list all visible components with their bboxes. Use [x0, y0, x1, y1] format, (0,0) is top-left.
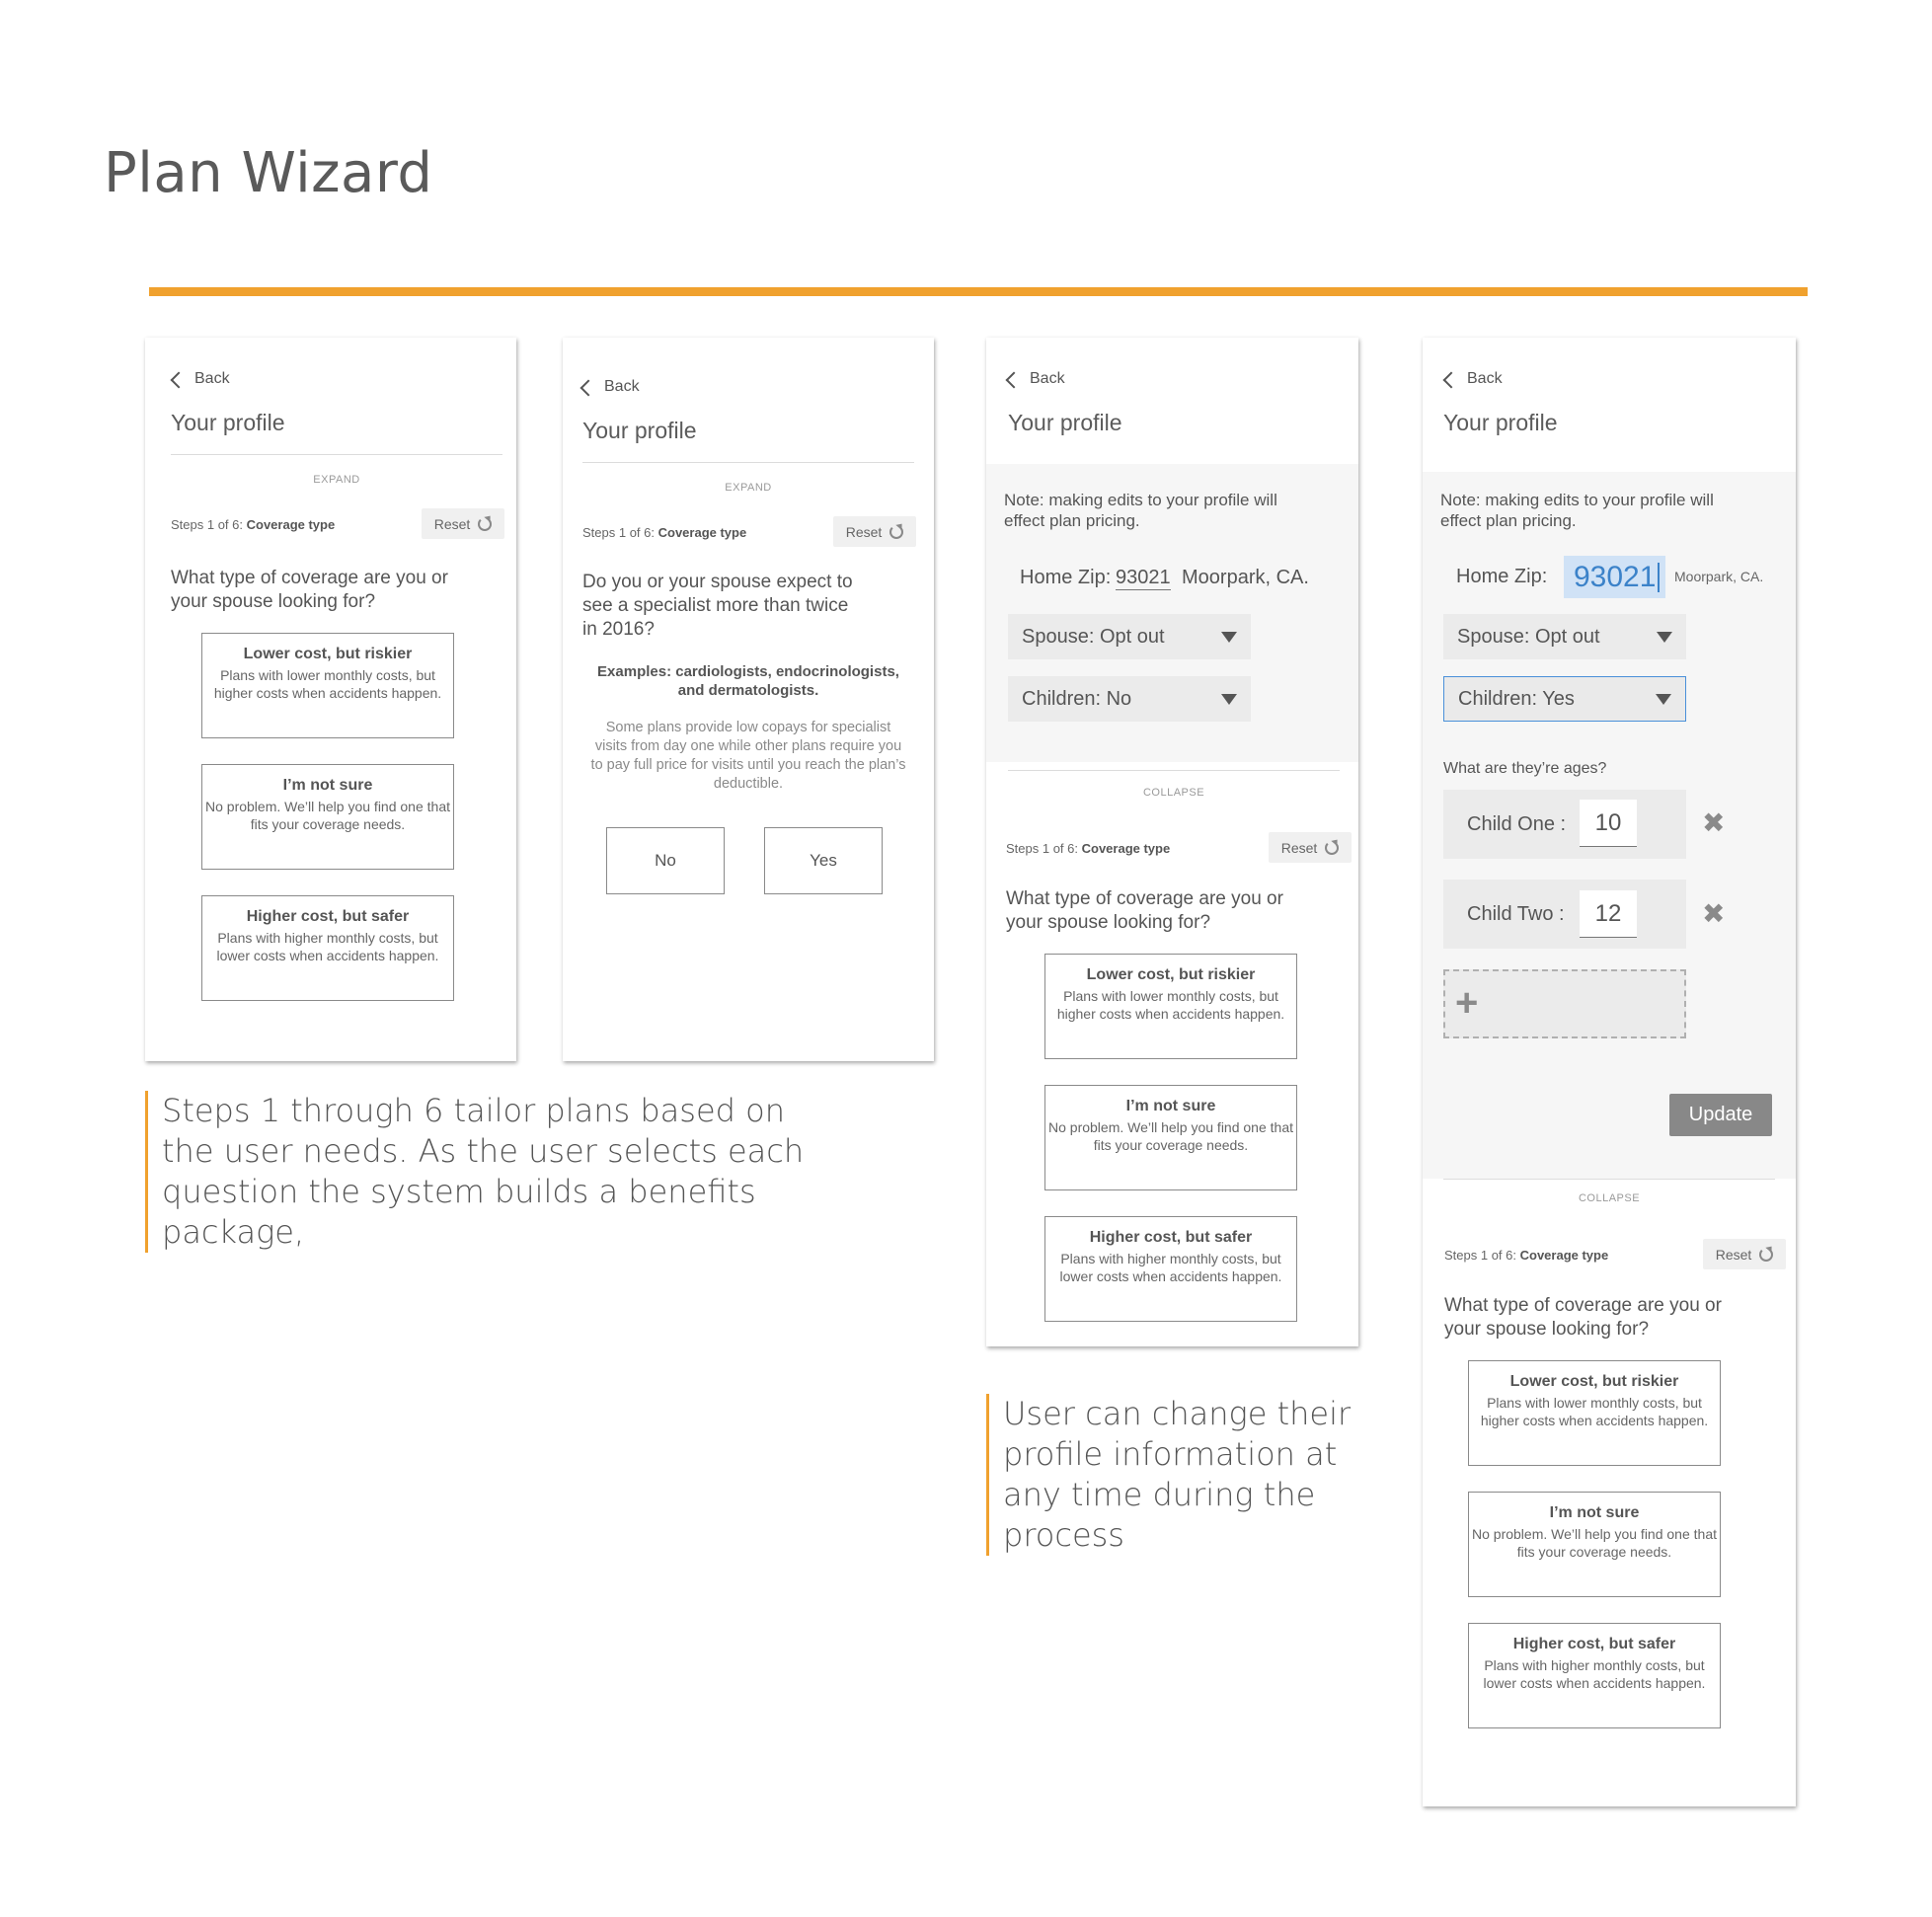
divider: [171, 454, 502, 455]
add-child-button[interactable]: [1443, 969, 1686, 1038]
home-zip-input[interactable]: 93021: [1116, 567, 1171, 588]
option-lower-cost[interactable]: Lower cost, but riskier Plans with lower monthly costs, but higher costs when accidents happen.: [201, 633, 454, 738]
expand-toggle[interactable]: EXPAND: [725, 482, 772, 494]
option-higher-cost[interactable]: Higher cost, but safer Plans with higher monthly costs, but lower costs when accidents happen.: [201, 895, 454, 1001]
option-not-sure[interactable]: I’m not sure No problem. We’ll help you find one that fits your coverage needs.: [1044, 1085, 1297, 1190]
children-select[interactable]: Children: No: [1008, 676, 1251, 722]
steps-caption: Steps 1 through 6 tailor plans based on the user needs. As the user selects each question the system builds a benefits package,: [145, 1091, 816, 1253]
profile-heading: Your profile: [171, 410, 285, 435]
home-zip-label: Home Zip:: [1456, 566, 1548, 587]
option-higher-cost[interactable]: Higher cost, but safer Plans with higher monthly costs, but lower costs when accidents happen.: [1044, 1216, 1297, 1322]
update-button[interactable]: Update: [1669, 1094, 1772, 1136]
back-label: Back: [1030, 370, 1065, 387]
triangle-down-icon: [1221, 632, 1237, 643]
option-higher-cost[interactable]: Higher cost, but safer Plans with higher monthly costs, but lower costs when accidents happen.: [1468, 1623, 1721, 1728]
step-indicator: Steps 1 of 6: Coverage type: [582, 525, 747, 540]
chevron-left-icon: [1006, 371, 1023, 388]
close-icon[interactable]: ✖: [1702, 807, 1726, 838]
reset-button[interactable]: Reset: [1269, 832, 1352, 863]
text-caret: [1658, 563, 1660, 592]
accent-divider: [149, 287, 1808, 296]
plus-icon: +: [1455, 981, 1479, 1025]
reset-button[interactable]: Reset: [422, 508, 504, 539]
spouse-select[interactable]: Spouse: Opt out: [1008, 614, 1251, 659]
option-not-sure[interactable]: I’m not sure No problem. We’ll help you find one that fits your coverage needs.: [201, 764, 454, 870]
page-title: Plan Wizard: [104, 141, 433, 205]
screen-profile-expanded: [986, 338, 1358, 1346]
chevron-left-icon: [580, 379, 597, 396]
step-indicator: Steps 1 of 6: Coverage type: [171, 517, 336, 532]
refresh-icon: [1325, 841, 1339, 855]
close-icon[interactable]: ✖: [1702, 898, 1726, 929]
screen-profile-children: [1423, 338, 1796, 1806]
option-lower-cost[interactable]: Lower cost, but riskier Plans with lower monthly costs, but higher costs when accidents happen.: [1468, 1360, 1721, 1466]
chevron-left-icon: [1443, 371, 1460, 388]
expand-toggle[interactable]: EXPAND: [313, 474, 360, 486]
ages-question: What are they’re ages?: [1443, 760, 1607, 777]
specialist-question: Do you or your spouse expect to see a specialist more than twice in 2016?: [582, 572, 853, 640]
back-label: Back: [1467, 370, 1503, 387]
back-label: Back: [604, 378, 640, 395]
collapse-toggle[interactable]: COLLAPSE: [1142, 787, 1205, 799]
child-two-age-input[interactable]: 12: [1580, 890, 1637, 938]
screen-coverage-type: [145, 338, 516, 1061]
screen-specialist-question: [563, 338, 934, 1061]
child-one-age-input[interactable]: 10: [1580, 800, 1637, 847]
no-button[interactable]: No: [606, 827, 725, 894]
profile-caption: User can change their profile information at any time during the process: [986, 1394, 1401, 1556]
city-label: Moorpark, CA.: [1674, 569, 1764, 584]
back-button[interactable]: [1008, 370, 1065, 388]
specialist-examples: Examples: cardiologists, endocrinologists, and dermatologists.: [597, 663, 899, 699]
step-indicator: Steps 1 of 6: Coverage type: [1006, 841, 1171, 856]
refresh-icon: [889, 525, 903, 539]
refresh-icon: [478, 517, 492, 531]
child-two-row: Child Two :: [1443, 880, 1686, 949]
coverage-question: What type of coverage are you or your spouse looking for?: [1006, 888, 1283, 933]
triangle-down-icon: [1656, 694, 1671, 705]
pricing-note: Note: making edits to your profile will effect plan pricing.: [1440, 491, 1714, 530]
coverage-question: What type of coverage are you or your spouse looking for?: [1444, 1295, 1722, 1340]
reset-button[interactable]: Reset: [833, 516, 916, 547]
back-button[interactable]: [582, 378, 640, 396]
coverage-question: What type of coverage are you or your spouse looking for?: [171, 568, 448, 612]
profile-heading: Your profile: [582, 418, 697, 443]
refresh-icon: [1759, 1248, 1773, 1262]
city-label: Moorpark, CA.: [1182, 567, 1309, 588]
option-not-sure[interactable]: I’m not sure No problem. We’ll help you find one that fits your coverage needs.: [1468, 1492, 1721, 1597]
chevron-left-icon: [171, 371, 188, 388]
divider: [582, 462, 914, 463]
reset-button[interactable]: Reset: [1703, 1239, 1786, 1269]
profile-heading: Your profile: [1008, 410, 1122, 435]
profile-heading: Your profile: [1443, 410, 1558, 435]
back-button[interactable]: [173, 370, 230, 388]
step-indicator: Steps 1 of 6: Coverage type: [1444, 1248, 1609, 1263]
home-zip-label: Home Zip:: [1020, 567, 1112, 588]
triangle-down-icon: [1657, 632, 1672, 643]
back-button[interactable]: [1445, 370, 1503, 388]
children-select[interactable]: Children: Yes: [1443, 676, 1686, 722]
specialist-info: Some plans provide low copays for specialist visits from day one while other plans require you to pay full price for visits until you reach the plan’s deductible.: [590, 720, 906, 792]
pricing-note: Note: making edits to your profile will effect plan pricing.: [1004, 491, 1277, 530]
divider: [1443, 1179, 1775, 1180]
collapse-toggle[interactable]: COLLAPSE: [1578, 1192, 1641, 1204]
divider: [1008, 770, 1340, 771]
home-zip-input-editing[interactable]: 93021: [1564, 556, 1665, 598]
yes-button[interactable]: Yes: [764, 827, 883, 894]
option-lower-cost[interactable]: Lower cost, but riskier Plans with lower monthly costs, but higher costs when accidents happen.: [1044, 954, 1297, 1059]
back-label: Back: [194, 370, 230, 387]
triangle-down-icon: [1221, 694, 1237, 705]
spouse-select[interactable]: Spouse: Opt out: [1443, 614, 1686, 659]
child-one-row: Child One :: [1443, 790, 1686, 859]
